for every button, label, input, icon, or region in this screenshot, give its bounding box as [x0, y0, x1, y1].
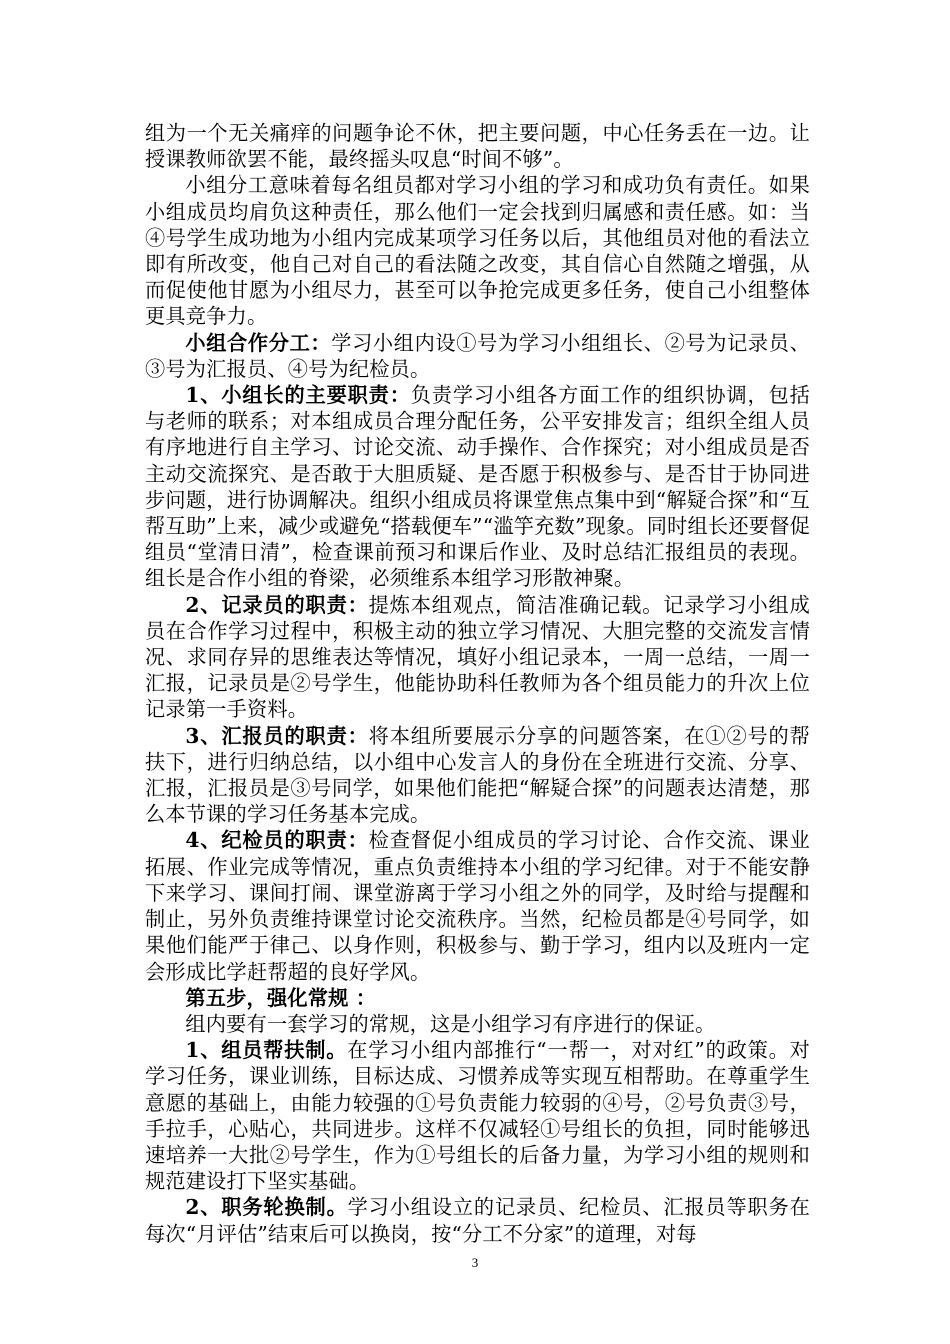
- peer-support-heading: 1、组员帮扶制。: [185, 1038, 348, 1063]
- leader-duties-heading: 1、小组长的主要职责：: [185, 383, 411, 408]
- paragraph-2: [145, 172, 810, 329]
- paragraph-recorder-duties: [145, 592, 810, 723]
- paragraph-peer-support: [145, 1037, 810, 1194]
- paragraph-reporter-duties: [145, 723, 810, 828]
- recorder-duties-text: 提炼本组观点，简洁准确记载。记录学习小组成员在合作学习过程中，积极主动的独立学习情况、大胆完整的交流发言情况、求同存异的思维表达等情况，填好小组记录本，一周一总结，一周一汇报，记录员是②号学生，他能协助科任教师为各个组员能力的升次上位记录第一手资料。: [145, 592, 810, 722]
- peer-support-text: 在学习小组内部推行“一帮一，对对红”的政策。对学习任务，课业训练，目标达成、习惯养成等实现互相帮助。在尊重学生意愿的基础上，由能力较强的①号负责能力较弱的④号，②号负责③号，手拉手，心贴心，共同进步。这样不仅减轻①号组长的负担，同时能够迅速培养一大批②号学生，作为①号组长的后备力量，为学习小组的规则和规范建设打下坚实基础。: [145, 1038, 810, 1194]
- page-number: 3: [471, 1255, 479, 1270]
- paragraph-group-division: [145, 330, 810, 382]
- group-division-heading: 小组合作分工：: [185, 330, 332, 355]
- role-rotation-heading: 2、职务轮换制。: [185, 1195, 348, 1220]
- paragraph-2-text: 小组分工意味着每名组员都对学习小组的学习和成功负有责任。如果小组成员均肩负这种责任，那么他们一定会找到归属感和责任感。如：当④号学生成功地为小组内完成某项学习任务以后，其他组员对他的看法立即有所改变，他自己对自己的看法随之改变，其自信心自然随之增强，从而促使他甘愿为小组尽力，甚至可以争抢完成更多任务，使自己小组整体更具竞争力。: [145, 173, 810, 329]
- reporter-duties-text: 将本组所要展示分享的问题答案，在①②号的帮扶下，进行归纳总结，以小组中心发言人的身份在全班进行交流、分享、汇报，汇报员是③号同学，如果他们能把“解疑合探”的问题表达清楚，那么本节课的学习任务基本完成。: [145, 723, 810, 827]
- leader-duties-text: 负责学习小组各方面工作的组织协调，包括与老师的联系；对本组成员合理分配任务，公平安排发言；组织全组人员有序地进行自主学习、讨论交流、动手操作、合作探究；对小组成员是否主动交流探究、是否敢于大胆质疑、是否愿于积极参与、是否甘于协同进步问题，进行协调解决。组织小组成员将课堂焦点集中到“解疑合探”和“互帮互助”上来，减少或避免“搭载便车”“滥竽充数”现象。同时组长还要督促组员“堂清日清”，检查课前预习和课后作业、及时总结汇报组员的表现。组长是合作小组的脊梁，必须维系本组学习形散神聚。: [145, 383, 810, 591]
- paragraph-role-rotation: [145, 1194, 810, 1246]
- role-rotation-text: 学习小组设立的记录员、纪检员、汇报员等职务在每次“月评估”结束后可以换岗，按“分工不分家”的道理，对每: [145, 1195, 810, 1246]
- inspector-duties-text: 检查督促小组成员的学习讨论、合作交流、课业拓展、作业完成等情况，重点负责维持本小组的学习纪律。对于不能安静下来学习、课间打闹、课堂游离于学习小组之外的同学，及时给与提醒和制止，另外负责维持课堂讨论交流秩序。当然，纪检员都是④号同学，如果他们能严于律己、以身作则，积极参与、勤于学习，组内以及班内一定会形成比学赶帮超的良好学风。: [145, 828, 810, 984]
- reporter-duties-heading: 3、汇报员的职责：: [185, 723, 369, 748]
- document-body: [145, 120, 810, 1247]
- recorder-duties-heading: 2、记录员的职责：: [185, 592, 369, 617]
- group-division-text: 学习小组内设①号为学习小组组长、②号为记录员、③号为汇报员、④号为纪检员。: [145, 330, 810, 381]
- paragraph-routine-intro: [145, 1011, 810, 1037]
- paragraph-leader-duties: [145, 382, 810, 592]
- paragraph-1: [145, 120, 810, 172]
- paragraph-inspector-duties: [145, 827, 810, 984]
- paragraph-1-text: 组为一个无关痛痒的问题争论不休，把主要问题，中心任务丢在一边。让授课教师欲罢不能，最终摇头叹息“时间不够”。: [145, 121, 810, 172]
- routine-intro-text: 组内要有一套学习的常规，这是小组学习有序进行的保证。: [185, 1011, 716, 1036]
- inspector-duties-heading: 4、纪检员的职责：: [185, 828, 369, 853]
- section-heading-step-five: [145, 985, 810, 1011]
- step-five-heading: 第五步，强化常规 ：: [185, 985, 377, 1010]
